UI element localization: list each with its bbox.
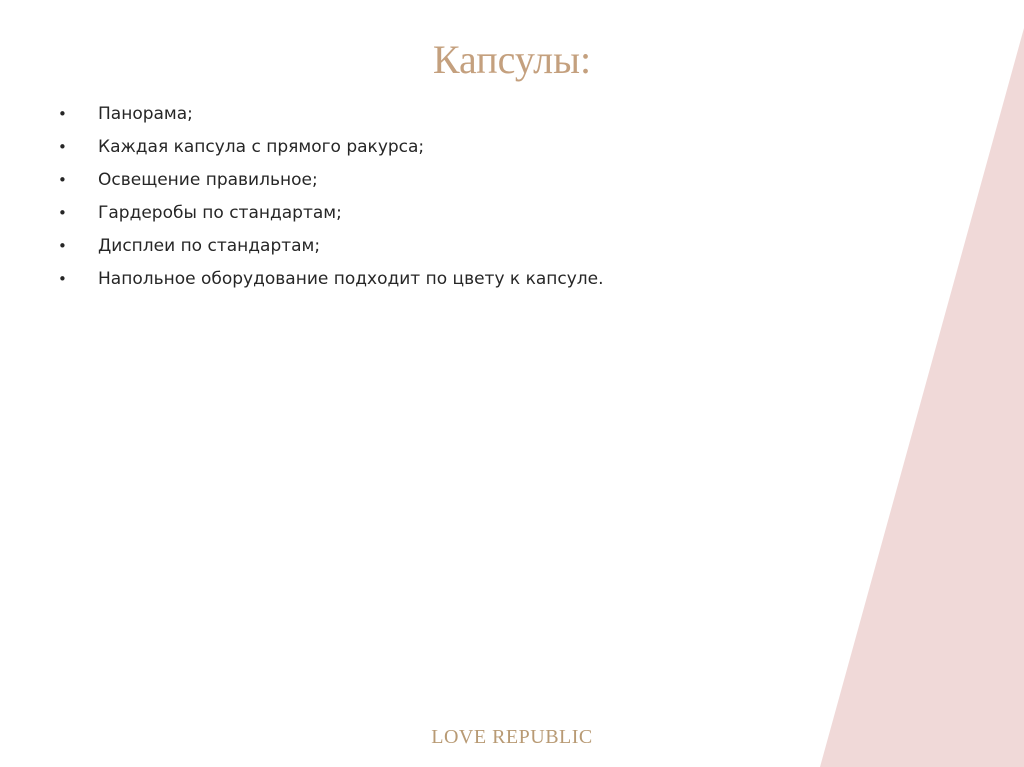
bullet-item <box>58 131 604 164</box>
bullet-dot: • <box>58 105 67 123</box>
bullet-dot: • <box>58 138 67 156</box>
bullet-text: Каждая капсула с прямого ракурса; <box>98 137 425 157</box>
bullet-item <box>58 98 604 131</box>
bullet-text: Дисплеи по стандартам; <box>98 236 321 256</box>
bullet-dot: • <box>58 171 67 189</box>
brand-logo-text: LOVE REPUBLIC <box>431 726 593 748</box>
bullet-dot: • <box>58 270 67 288</box>
bullet-item <box>58 164 604 197</box>
pink-triangle-shape <box>820 28 1024 767</box>
bullet-item <box>58 230 604 263</box>
slide-title: Капсулы: <box>432 37 592 82</box>
bullet-item <box>58 197 604 230</box>
bullet-dot: • <box>58 204 67 222</box>
bullet-text: Панорама; <box>98 104 193 124</box>
bullet-text: Гардеробы по стандартам; <box>98 203 342 223</box>
bullet-text: Освещение правильное; <box>98 170 318 190</box>
bullet-text: Напольное оборудование подходит по цвету к капсуле. <box>98 269 604 289</box>
bullet-list <box>58 98 604 296</box>
bullet-item <box>58 263 604 296</box>
bullet-dot: • <box>58 237 67 255</box>
